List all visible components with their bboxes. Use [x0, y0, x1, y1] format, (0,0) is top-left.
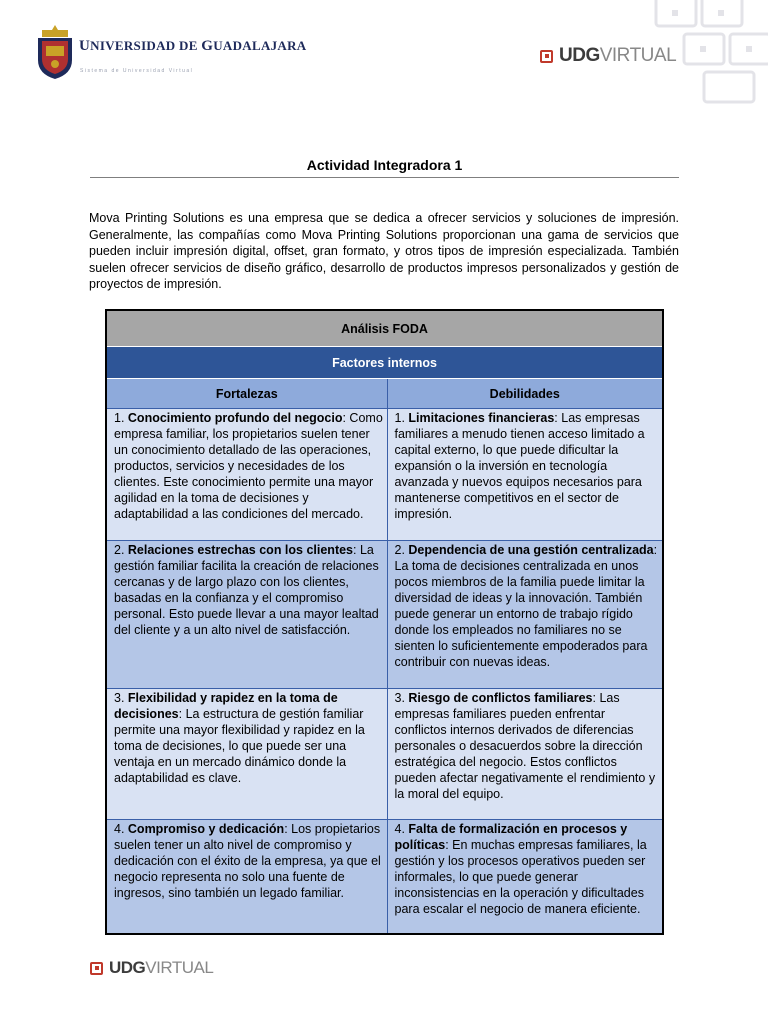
debilidad-cell: 4. Falta de formalización en procesos y políticas: En muchas empresas familiares, la gestión y los procesos operativos pueden ser informales, lo que puede generar inconsistencias en la operación y dificultades para escalar el negocio de manera eficiente.: [387, 820, 663, 935]
foda-table: [105, 309, 664, 935]
udg-logo-icon: [90, 962, 103, 975]
intro-paragraph: Mova Printing Solutions es una empresa que se dedica a ofrecer servicios y soluciones de impresión. Generalmente, las compañías como Mova Printing Solutions proporcionan una gama de servicios que pueden incluir impresión digital, offset, gran formato, y otros tipos de impresión especializada. También suelen ofrecer servicios de diseño gráfico, desarrollo de productos impresos personalizados y gestión de proyectos de impresión.: [89, 211, 679, 291]
fortaleza-cell: 4. Compromiso y dedicación: Los propietarios suelen tener un alto nivel de compromiso y dedicación con el éxito de la empresa, ya que el negocio representa no solo una fuente de ingresos, sino también un legado familiar.: [106, 820, 387, 935]
foda-title: Análisis FODA: [106, 310, 663, 347]
document-title: Actividad Integradora 1: [90, 157, 679, 178]
fortaleza-cell: 2. Relaciones estrechas con los clientes: La gestión familiar facilita la creación de relaciones cercanas y de largo plazo con los clientes, basadas en la confianza y el compromiso personal. Esto puede llevar a una mayor lealtad del cliente y a un alto nivel de satisfacción.: [106, 541, 387, 689]
university-crest-logo: [36, 24, 74, 80]
table-row: [106, 689, 663, 820]
section-header: Factores internos: [106, 347, 663, 379]
table-row: [106, 541, 663, 689]
debilidad-cell: 1. Limitaciones financieras: Las empresas familiares a menudo tienen acceso limitado a capital externo, lo que puede dificultar la expansión o la inversión en tecnología avanzada y nuevos equipos necesarios para mantenerse competitivos en el sector de impresión.: [387, 409, 663, 541]
table-row: [106, 409, 663, 541]
fortaleza-cell: 1. Conocimiento profundo del negocio: Como empresa familiar, los propietarios suelen tener un conocimiento detallado de las operaciones, productos, servicios y necesidades de los clientes. Este conocimiento permite una mayor agilidad en la toma de decisiones y adaptabilidad a las condiciones del mercado.: [106, 409, 387, 541]
udg-virtual-logo: UDGVIRTUAL: [540, 45, 676, 67]
column-header-fortalezas: Fortalezas: [106, 379, 387, 409]
university-subtitle: Sistema de Universidad Virtual: [80, 68, 194, 74]
university-name: UNIVERSIDAD DE GUADALAJARA: [79, 38, 307, 54]
fortaleza-cell: 3. Flexibilidad y rapidez en la toma de decisiones: La estructura de gestión familiar permite una mayor flexibilidad y rapidez en la toma de decisiones, lo que puede ser una ventaja en un mercado dinámico donde la adaptabilidad es clave.: [106, 689, 387, 820]
table-row: [106, 820, 663, 935]
debilidad-cell: 3. Riesgo de conflictos familiares: Las empresas familiares pueden enfrentar conflictos internos derivados de diferencias personales o desacuerdos sobre la dirección estratégica del negocio. Estos conflictos pueden afectar negativamente el rendimiento y la moral del equipo.: [387, 689, 663, 820]
debilidad-cell: 2. Dependencia de una gestión centralizada: La toma de decisiones centralizada en unos pocos miembros de la familia puede limitar la diversidad de ideas y la innovación. También puede generar un entorno de trabajo rígido donde los empleados no familiares no se sienten lo suficientemente empoderados para contribuir con nuevas ideas.: [387, 541, 663, 689]
footer-udg-virtual-logo: UDGVIRTUAL: [90, 958, 213, 978]
page-header: [0, 0, 768, 110]
decorative-pattern: [650, 0, 768, 110]
column-header-debilidades: Debilidades: [387, 379, 663, 409]
udg-logo-icon: [540, 50, 553, 63]
